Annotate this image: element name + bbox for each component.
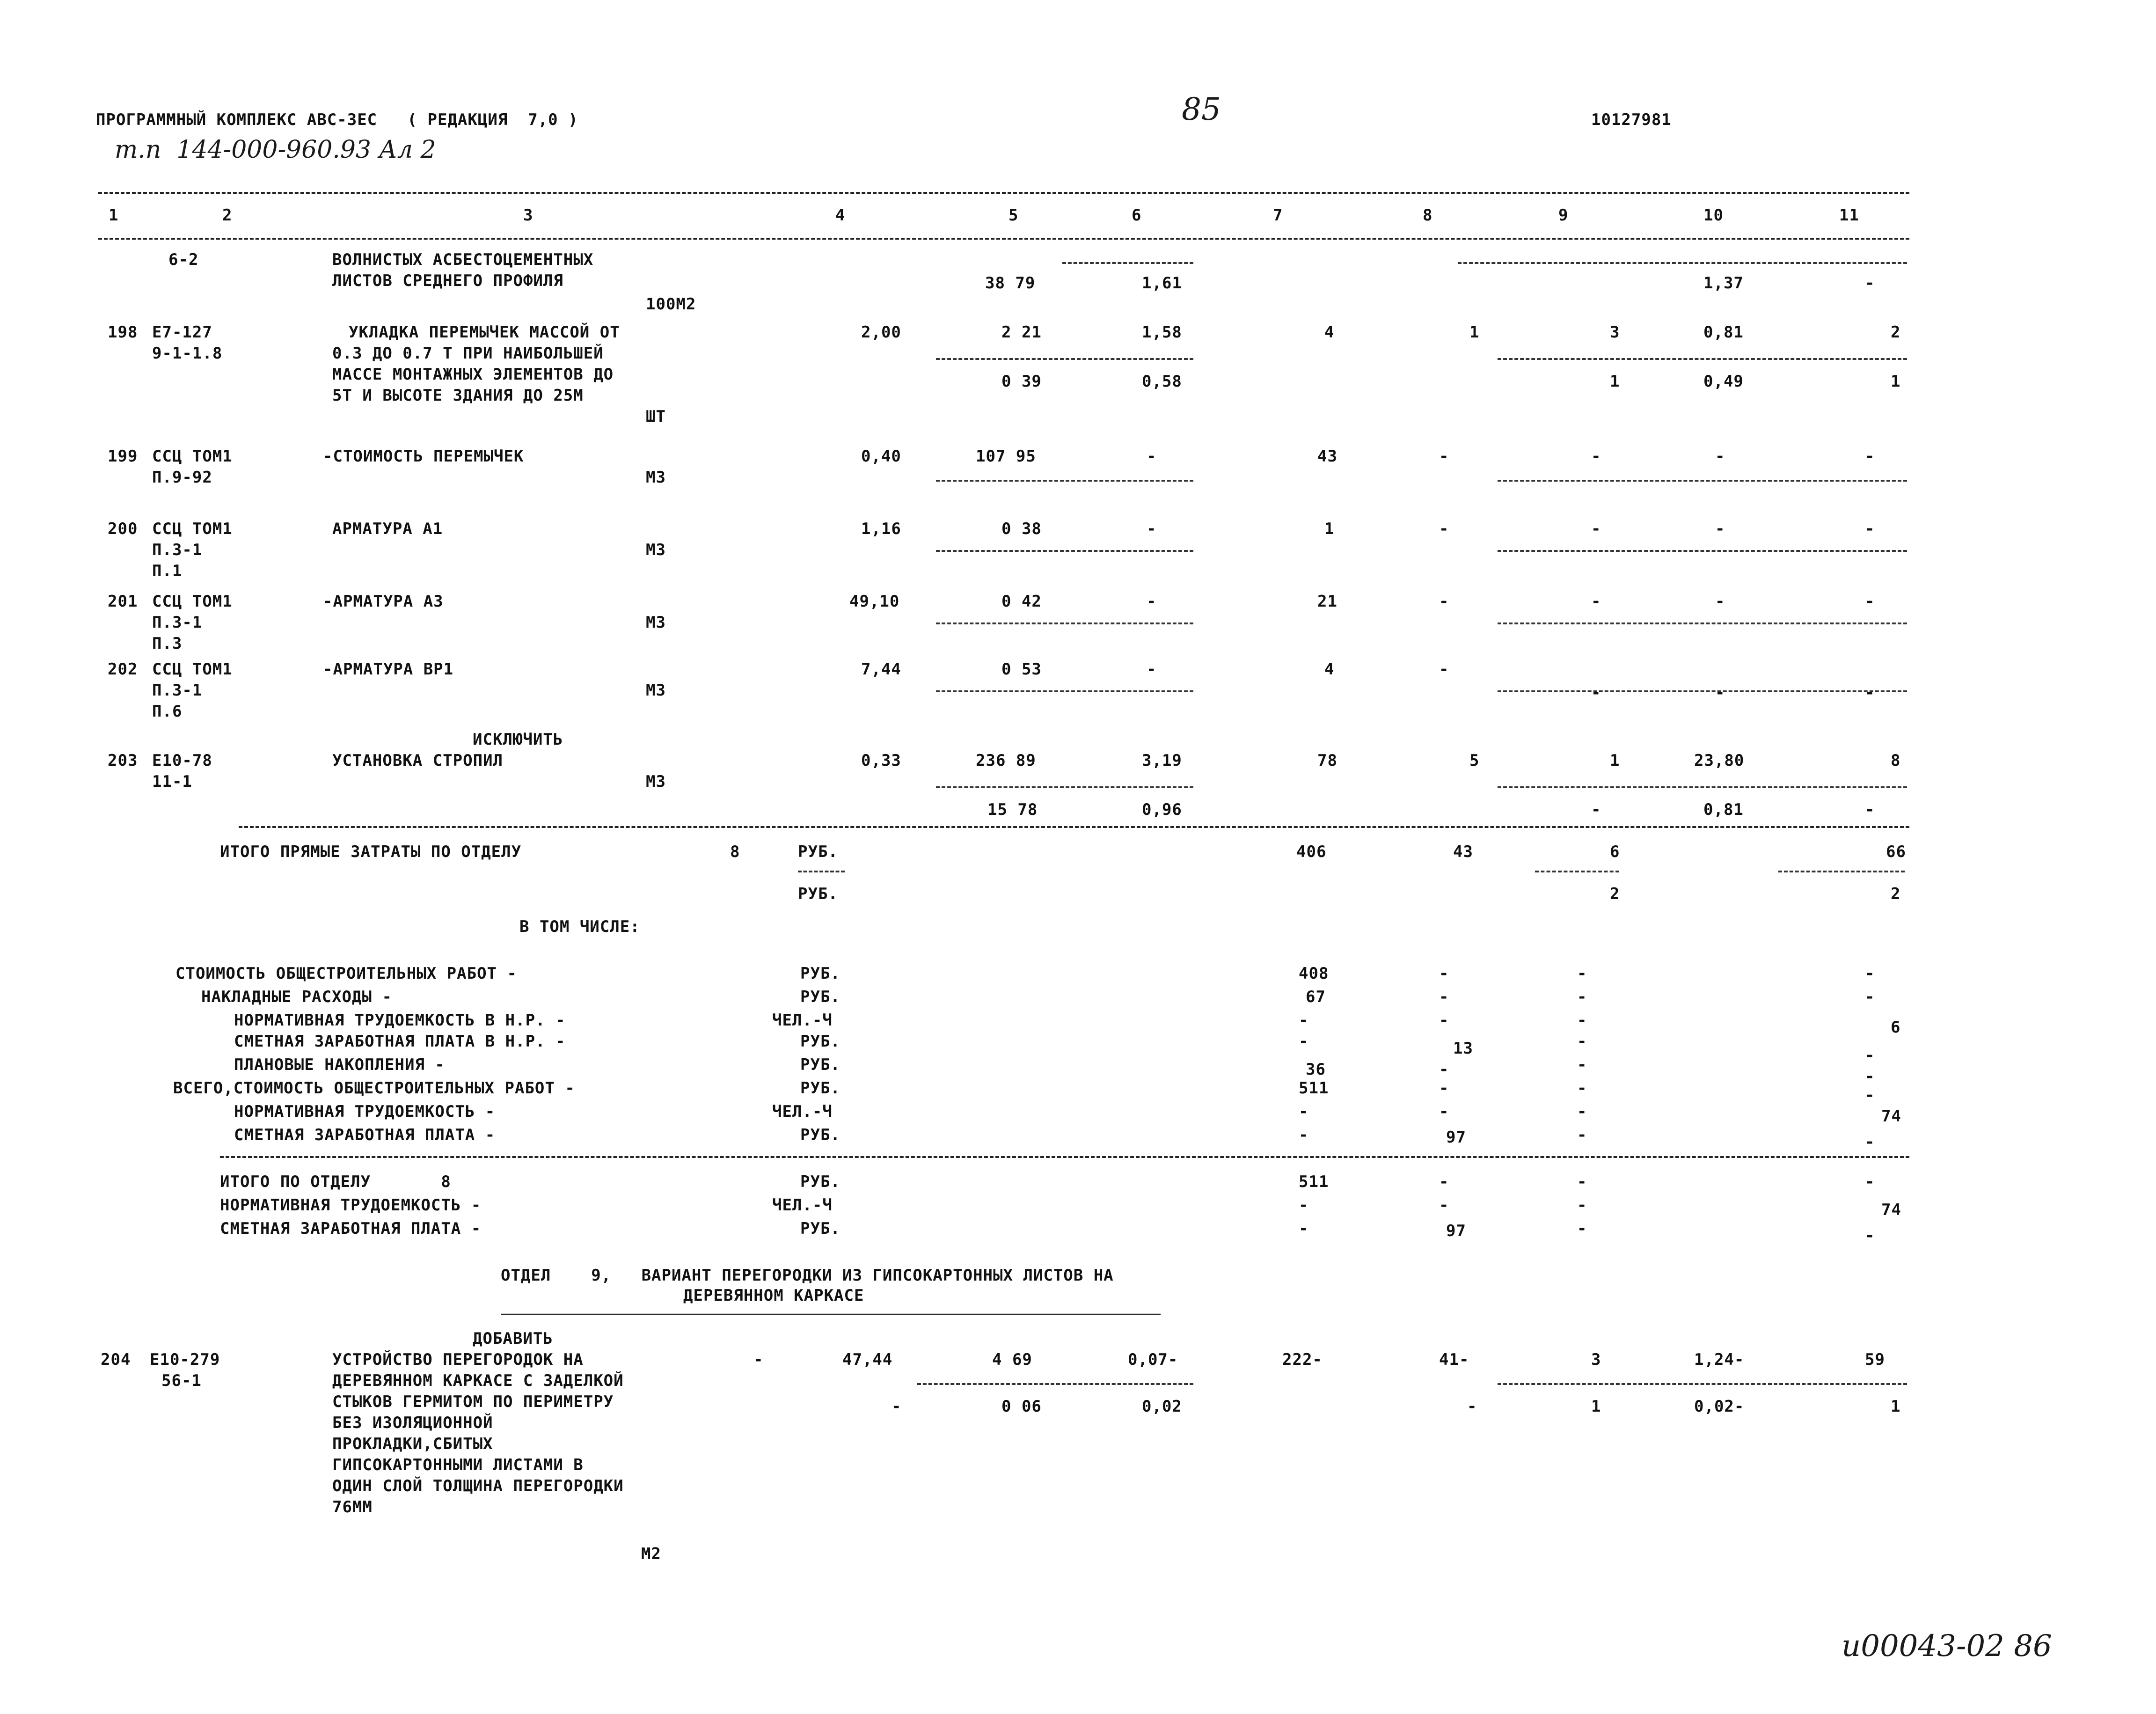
cell-c8: - (1439, 520, 1449, 538)
row-desc: ДЕРЕВЯННОМ КАРКАСЕ С ЗАДЕЛКОЙ (332, 1371, 624, 1390)
cell-divider (1498, 1383, 1907, 1385)
row-code: П.3 (152, 634, 183, 653)
breakdown-label: СМЕТНАЯ ЗАРАБОТНАЯ ПЛАТА - (234, 1126, 496, 1144)
dept-total-label: НОРМАТИВНАЯ ТРУДОЕМКОСТЬ - (220, 1196, 482, 1215)
cell-c6: 1,58 (1142, 323, 1182, 342)
cell-c10: 1,37 (1703, 274, 1744, 293)
cell-c11: - (1865, 683, 1875, 702)
dept-total-label: СМЕТНАЯ ЗАРАБОТНАЯ ПЛАТА - (220, 1219, 482, 1238)
cell-divider (936, 786, 1193, 788)
cell-c9: - (1591, 592, 1601, 611)
row-unit: М3 (646, 541, 666, 559)
cell-c9: - (1577, 1055, 1587, 1074)
cell-c9: - (1577, 1102, 1587, 1121)
cell-c8: - (1439, 1011, 1449, 1030)
unit-label: РУБ. (798, 842, 838, 861)
cell-divider (936, 550, 1193, 552)
cell-c7: - (1299, 1011, 1309, 1030)
cell-c6: 3,19 (1142, 751, 1182, 770)
cell-c4: 7,44 (861, 660, 901, 679)
cell-c9: - (1577, 964, 1587, 983)
cell-c7: - (1299, 1032, 1309, 1051)
cell-divider (1062, 262, 1193, 264)
exclude-label: ИСКЛЮЧИТЬ (473, 730, 563, 749)
breakdown-label: ВСЕГО,СТОИМОСТЬ ОБЩЕСТРОИТЕЛЬНЫХ РАБОТ - (173, 1079, 575, 1098)
cell-c11: - (1865, 592, 1875, 611)
unit-label: РУБ. (798, 885, 838, 903)
unit-label: РУБ. (800, 964, 840, 983)
row-desc: ВОЛНИСТЫХ АСБЕСТОЦЕМЕНТНЫХ (332, 250, 594, 269)
row-code: 9-1-1.8 (152, 344, 223, 363)
cell-c11: - (1865, 1172, 1875, 1191)
row-number: 204 (101, 1350, 131, 1369)
cell-c5: 107 95 (976, 447, 1036, 466)
cell-c8: - (1439, 592, 1449, 611)
section-underline (501, 1313, 1161, 1315)
cell-c9: - (1577, 1219, 1587, 1238)
cell-c6: 1,61 (1142, 274, 1182, 293)
cell-c11: 74 (1881, 1201, 1901, 1219)
cell-c11: 74 (1881, 1107, 1901, 1126)
breakdown-label: НАКЛАДНЫЕ РАСХОДЫ - (201, 988, 392, 1006)
cell-c9: 1 (1610, 751, 1620, 770)
cell-c8: - (1439, 988, 1449, 1006)
header-top-rule (98, 192, 1909, 194)
handwritten-stamp: u00043-02 86 (1842, 1629, 2052, 1663)
cell-c11: - (1865, 800, 1875, 819)
header-bottom-rule (98, 238, 1909, 240)
cell-c9: - (1577, 1126, 1587, 1144)
cell-c8: 5 (1469, 751, 1480, 770)
row-code: П.3-1 (152, 613, 203, 632)
cell-c7: 4 (1324, 323, 1335, 342)
row-code: 6-2 (168, 250, 199, 269)
cell-c10: - (1715, 447, 1725, 466)
row-number: 198 (108, 323, 138, 342)
row-code: Е10-279 (150, 1350, 220, 1369)
cell-c7: 4 (1324, 660, 1335, 679)
cell-c11: 59 (1865, 1350, 1885, 1369)
cell-c5: 0 39 (1001, 372, 1042, 391)
unit-label: РУБ. (800, 1032, 840, 1051)
cell-c8: - (1439, 1102, 1449, 1121)
cell-c11: 2 (1891, 323, 1901, 342)
cell-c8: 43 (1453, 842, 1473, 861)
cell-divider (798, 871, 845, 872)
cell-c11: 6 (1891, 1018, 1901, 1037)
cell-c6: 0,02 (1142, 1397, 1182, 1416)
col-header-11: 11 (1839, 206, 1859, 225)
row-number: 201 (108, 592, 138, 611)
page-number: 85 (1182, 91, 1221, 127)
row-desc: ГИПСОКАРТОННЫМИ ЛИСТАМИ В (332, 1456, 584, 1474)
row-desc: ОДИН СЛОЙ ТОЛЩИНА ПЕРЕГОРОДКИ (332, 1477, 624, 1495)
cell-divider (936, 690, 1193, 692)
unit-label: ЧЕЛ.-Ч (772, 1102, 833, 1121)
cell-c10: 23,80 (1694, 751, 1745, 770)
unit-label: РУБ. (800, 1219, 840, 1238)
cell-c11: - (1865, 988, 1875, 1006)
cell-c5: 2 21 (1001, 323, 1042, 342)
row-unit: М3 (646, 468, 666, 487)
unit-label: РУБ. (800, 1172, 840, 1191)
unit-label: ЧЕЛ.-Ч (772, 1196, 833, 1215)
row-desc: 0.3 ДО 0.7 Т ПРИ НАИБОЛЬШЕЙ (332, 344, 604, 363)
cell-c7: - (1299, 1219, 1309, 1238)
cell-c10: 0,02- (1694, 1397, 1745, 1416)
cell-dash: - (753, 1350, 764, 1369)
cell-c9: - (1577, 1079, 1587, 1098)
cell-c8: - (1439, 1196, 1449, 1215)
cell-c9: 3 (1591, 1350, 1601, 1369)
cell-c5: 38 79 (985, 274, 1036, 293)
cell-c6: 0,07- (1128, 1350, 1178, 1369)
cell-divider (1778, 871, 1905, 872)
cell-c4: - (892, 1397, 902, 1416)
cell-c7: 67 (1306, 988, 1326, 1006)
cell-c9: 2 (1610, 885, 1620, 903)
cell-c7: 222- (1282, 1350, 1323, 1369)
breakdown-label: ПЛАНОВЫЕ НАКОПЛЕНИЯ - (234, 1055, 445, 1074)
add-label: ДОБАВИТЬ (473, 1329, 553, 1348)
cell-c6: - (1147, 447, 1157, 466)
cell-c8: 97 (1446, 1128, 1466, 1147)
row-number: 200 (108, 520, 138, 538)
cell-divider (1498, 786, 1907, 788)
cell-c7: 36 (1306, 1060, 1326, 1079)
cell-c11: - (1865, 520, 1875, 538)
row-desc: 5Т И ВЫСОТЕ ЗДАНИЯ ДО 25М (332, 386, 584, 405)
row-desc: ЛИСТОВ СРЕДНЕГО ПРОФИЛЯ (332, 271, 563, 290)
cell-divider (1498, 623, 1907, 624)
cell-c10: 1,24- (1694, 1350, 1745, 1369)
cell-c4: 49,10 (849, 592, 900, 611)
cell-c8: - (1439, 660, 1449, 679)
row-number: 203 (108, 751, 138, 770)
row-desc: АРМАТУРА А1 (332, 520, 443, 538)
cell-c8: - (1467, 1397, 1477, 1416)
row-desc: -АРМАТУРА А3 (323, 592, 444, 611)
row-unit: М2 (641, 1545, 661, 1563)
row-code: 56-1 (161, 1371, 202, 1390)
cell-c9: - (1577, 988, 1587, 1006)
cell-divider (1498, 550, 1907, 552)
col-header-2: 2 (222, 206, 233, 225)
cell-c5: 4 69 (992, 1350, 1032, 1369)
project-code: т.п 144-000-960.93 Ал 2 (115, 136, 436, 164)
unit-label: РУБ. (800, 988, 840, 1006)
row-desc: УСТАНОВКА СТРОПИЛ (332, 751, 503, 770)
cell-c8: 97 (1446, 1222, 1466, 1240)
row-desc: БЕЗ ИЗОЛЯЦИОННОЙ (332, 1414, 493, 1432)
row-code: ССЦ ТОМ1 (152, 520, 233, 538)
cell-c11: 2 (1891, 885, 1901, 903)
cell-c8: - (1439, 1060, 1449, 1079)
breakdown-label: СМЕТНАЯ ЗАРАБОТНАЯ ПЛАТА В Н.Р. - (234, 1032, 566, 1051)
cell-c5: 0 42 (1001, 592, 1042, 611)
cell-c10: 0,49 (1703, 372, 1744, 391)
row-desc: СТЫКОВ ГЕРМИТОМ ПО ПЕРИМЕТРУ (332, 1392, 614, 1411)
cell-c9: - (1591, 800, 1601, 819)
cell-c11: 1 (1891, 1397, 1901, 1416)
cell-c4: 1,16 (861, 520, 901, 538)
cell-c8: - (1439, 964, 1449, 983)
cell-c11: 66 (1886, 842, 1906, 861)
cell-c7: 1 (1324, 520, 1335, 538)
row-code: П.1 (152, 562, 183, 580)
cell-c4: 47,44 (842, 1350, 893, 1369)
cell-c10: - (1715, 592, 1725, 611)
cell-c8: 41- (1439, 1350, 1469, 1369)
cell-c11: 8 (1891, 751, 1901, 770)
cell-c4: 2,00 (861, 323, 901, 342)
cell-divider (1498, 690, 1907, 692)
cell-c5: 0 53 (1001, 660, 1042, 679)
cell-c7: 511 (1299, 1172, 1329, 1191)
cell-c7: - (1299, 1196, 1309, 1215)
cell-c7: - (1299, 1102, 1309, 1121)
cell-c7: 43 (1317, 447, 1337, 466)
row-code: ССЦ ТОМ1 (152, 447, 233, 466)
section-title: ДЕРЕВЯННОМ КАРКАСЕ (683, 1286, 864, 1305)
row-code: Е7-127 (152, 323, 212, 342)
breakdown-label: СТОИМОСТЬ ОБЩЕСТРОИТЕЛЬНЫХ РАБОТ - (175, 964, 517, 983)
unit-label: РУБ. (800, 1126, 840, 1144)
col-header-4: 4 (835, 206, 846, 225)
cell-c7: 511 (1299, 1079, 1329, 1098)
cell-c9: - (1591, 447, 1601, 466)
row-unit: М3 (646, 681, 666, 700)
cell-c6: 0,58 (1142, 372, 1182, 391)
cell-c9: - (1591, 683, 1601, 702)
cell-divider (1535, 871, 1619, 872)
section-title: ОТДЕЛ 9, ВАРИАНТ ПЕРЕГОРОДКИ ИЗ ГИПСОКАРТОННЫХ ЛИСТОВ НА (501, 1266, 1114, 1285)
row-desc: 76ММ (332, 1498, 373, 1516)
section-number: 8 (730, 842, 740, 861)
row-desc: УКЛАДКА ПЕРЕМЫЧЕК МАССОЙ ОТ (349, 323, 620, 342)
cell-c6: 0,96 (1142, 800, 1182, 819)
cell-divider (1458, 262, 1907, 264)
row-code: Е10-78 (152, 751, 212, 770)
cell-divider (936, 480, 1193, 482)
cell-c11: - (1865, 1046, 1875, 1065)
row-unit: М3 (646, 772, 666, 791)
row-unit: 100М2 (646, 295, 696, 314)
cell-c7: 408 (1299, 964, 1329, 983)
cell-c11: - (1865, 1067, 1875, 1086)
cell-c11: - (1865, 964, 1875, 983)
unit-label: ЧЕЛ.-Ч (772, 1011, 833, 1030)
unit-label: РУБ. (800, 1079, 840, 1098)
row-unit: М3 (646, 613, 666, 632)
cell-c6: - (1147, 520, 1157, 538)
row-number: 199 (108, 447, 138, 466)
cell-c11: - (1865, 447, 1875, 466)
breakdown-label: НОРМАТИВНАЯ ТРУДОЕМКОСТЬ В Н.Р. - (234, 1011, 566, 1030)
col-header-5: 5 (1009, 206, 1019, 225)
cell-c6: - (1147, 660, 1157, 679)
cell-c9: - (1577, 1032, 1587, 1051)
cell-c4: 0,40 (861, 447, 901, 466)
cell-c8: 1 (1469, 323, 1480, 342)
cell-c9: 3 (1610, 323, 1620, 342)
col-header-10: 10 (1703, 206, 1724, 225)
cell-c11: 1 (1891, 372, 1901, 391)
department-rule (220, 1156, 1909, 1158)
including-label: В ТОМ ЧИСЛЕ: (519, 917, 640, 936)
unit-label: РУБ. (800, 1055, 840, 1074)
col-header-6: 6 (1132, 206, 1142, 225)
cell-c5: 236 89 (976, 751, 1036, 770)
document-code: 10127981 (1591, 110, 1672, 129)
cell-c11: - (1865, 1133, 1875, 1151)
row-desc: ПРОКЛАДКИ,СБИТЫХ (332, 1435, 493, 1453)
cell-c9: 1 (1610, 372, 1620, 391)
cell-c8: 13 (1453, 1039, 1473, 1058)
cell-divider (917, 1383, 1193, 1385)
row-desc: -АРМАТУРА ВР1 (323, 660, 454, 679)
cell-c9: - (1577, 1011, 1587, 1030)
cell-c9: - (1577, 1196, 1587, 1215)
cell-c8: - (1439, 1172, 1449, 1191)
dept-total-label: ИТОГО ПО ОТДЕЛУ 8 (220, 1172, 451, 1191)
cell-divider (936, 358, 1193, 360)
program-title: ПРОГРАММНЫЙ КОМПЛЕКС АВС-ЗЕС ( РЕДАКЦИЯ 7,0 ) (96, 110, 578, 129)
cell-c10: 0,81 (1703, 800, 1744, 819)
row-number: 202 (108, 660, 138, 679)
row-code: П.3-1 (152, 541, 203, 559)
cell-c10: - (1715, 683, 1725, 702)
cell-divider (936, 623, 1193, 624)
cell-divider (1498, 480, 1907, 482)
cell-c10: 0,81 (1703, 323, 1744, 342)
row-desc: -СТОИМОСТЬ ПЕРЕМЫЧЕК (323, 447, 524, 466)
row-code: П.9-92 (152, 468, 212, 487)
row-code: П.3-1 (152, 681, 203, 700)
cell-c9: - (1577, 1172, 1587, 1191)
row-code: ССЦ ТОМ1 (152, 592, 233, 611)
cell-c10: - (1715, 520, 1725, 538)
row-code: ССЦ ТОМ1 (152, 660, 233, 679)
section-rule (239, 826, 1909, 828)
col-header-7: 7 (1273, 206, 1283, 225)
row-unit: ШТ (646, 407, 666, 426)
row-desc: УСТРОЙСТВО ПЕРЕГОРОДОК НА (332, 1350, 584, 1369)
cell-c4: 0,33 (861, 751, 901, 770)
col-header-8: 8 (1423, 206, 1433, 225)
col-header-3: 3 (523, 206, 534, 225)
cell-c8: - (1439, 1079, 1449, 1098)
cell-c11: - (1865, 274, 1875, 293)
total-label: ИТОГО ПРЯМЫЕ ЗАТРАТЫ ПО ОТДЕЛУ (220, 842, 522, 861)
cell-c11: - (1865, 1086, 1875, 1105)
cell-c7: - (1299, 1126, 1309, 1144)
cell-c6: - (1147, 592, 1157, 611)
cell-c8: - (1439, 447, 1449, 466)
cell-c7: 21 (1317, 592, 1337, 611)
col-header-1: 1 (109, 206, 119, 225)
cell-c9: - (1591, 520, 1601, 538)
cell-divider (1498, 358, 1907, 360)
cell-c9: 1 (1591, 1397, 1601, 1416)
cell-c9: 6 (1610, 842, 1620, 861)
col-header-9: 9 (1558, 206, 1569, 225)
row-code: П.6 (152, 702, 183, 721)
row-desc: МАССЕ МОНТАЖНЫХ ЭЛЕМЕНТОВ ДО (332, 365, 614, 384)
cell-c5: 15 78 (987, 800, 1038, 819)
cell-c11: - (1865, 1226, 1875, 1245)
cell-c7: 406 (1296, 842, 1327, 861)
breakdown-label: НОРМАТИВНАЯ ТРУДОЕМКОСТЬ - (234, 1102, 496, 1121)
row-code: 11-1 (152, 772, 192, 791)
cell-c7: 78 (1317, 751, 1337, 770)
cell-c5: 0 06 (1001, 1397, 1042, 1416)
cell-c5: 0 38 (1001, 520, 1042, 538)
